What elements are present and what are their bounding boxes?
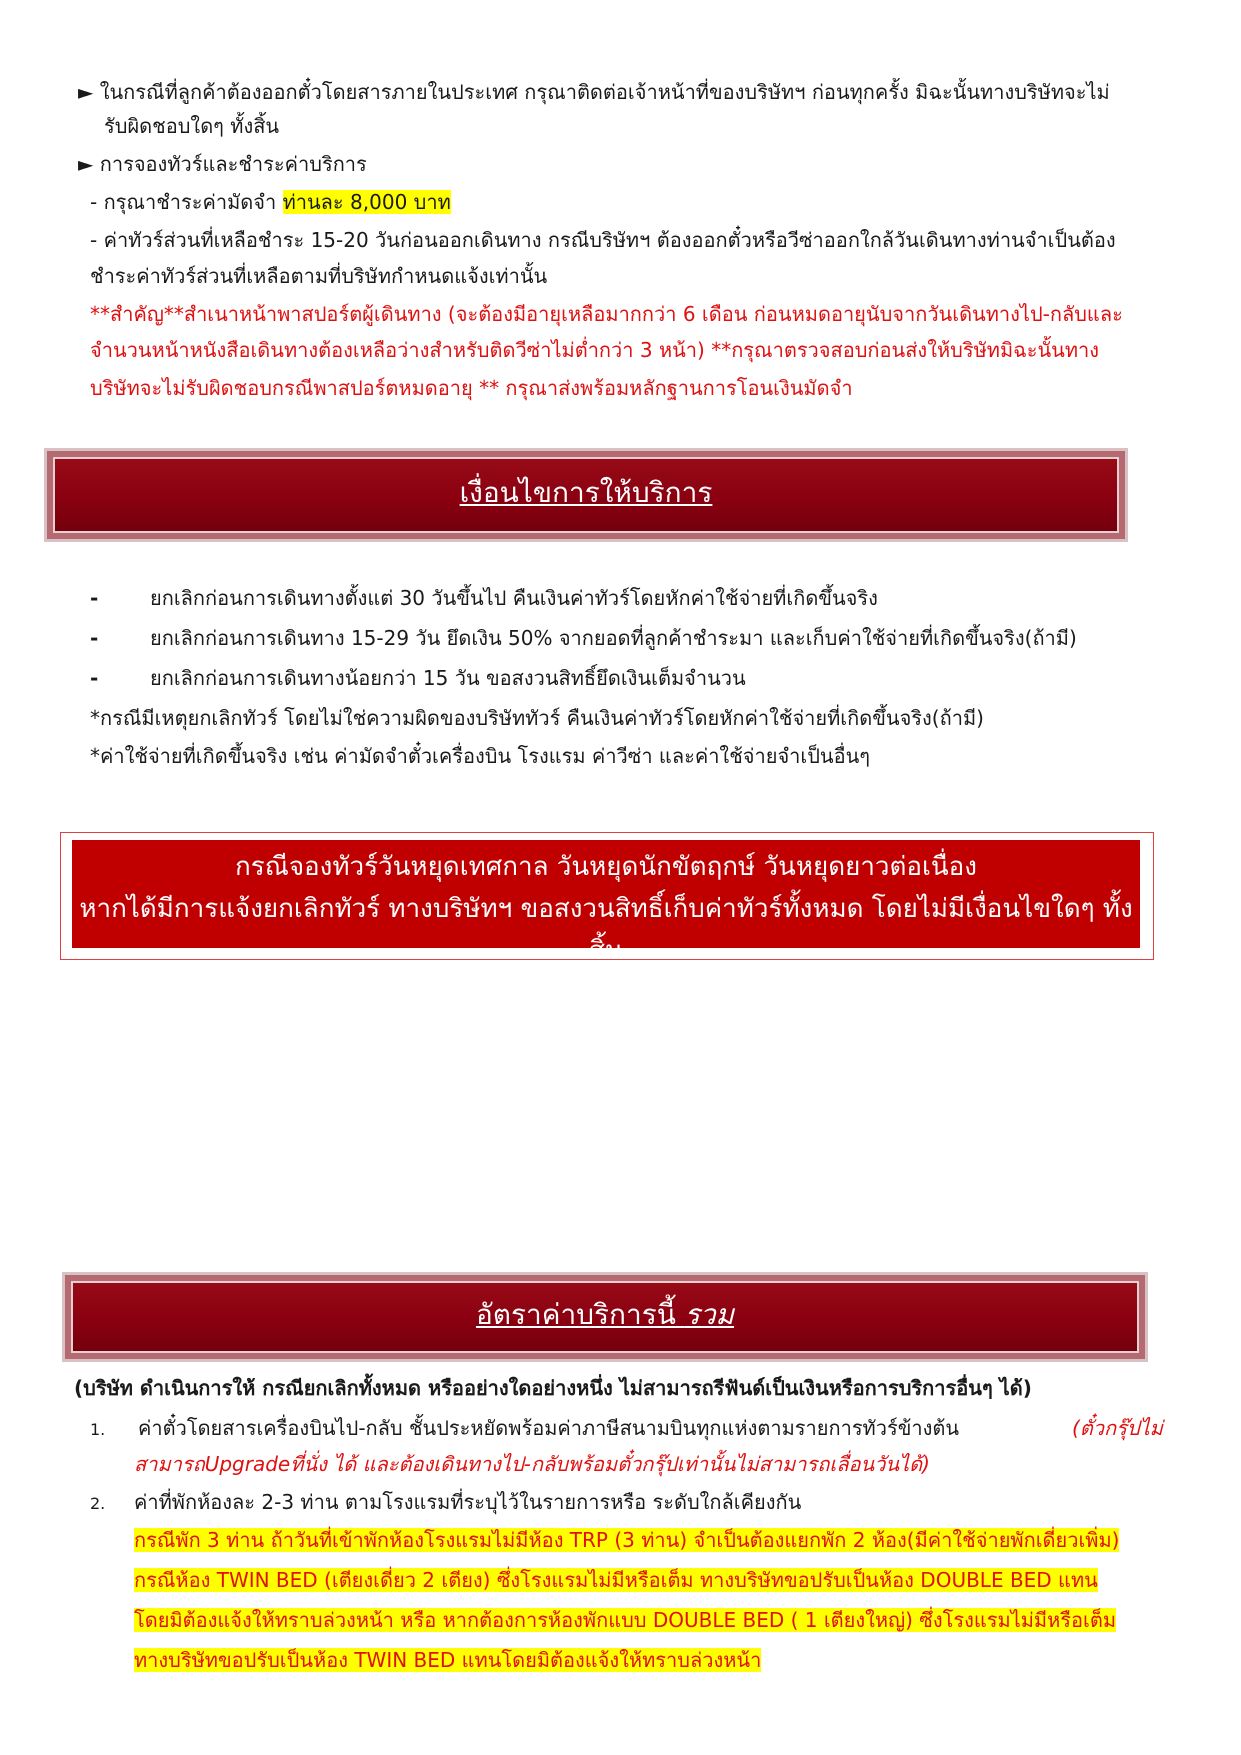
balance-line-1: - ค่าทัวร์ส่วนที่เหลือชำระ 15-20 วันก่อนออกเดินทาง กรณีบริษัทฯ ต้องออกตั๋วหรือวีซ่าออกใกล้วันเดินทางท่านจำเป็นต้อง: [90, 228, 1116, 252]
holiday-line-1: กรณีจองทัวร์วันหยุดเทศกาล วันหยุดนักขัตฤกษ์ วันหยุดยาวต่อเนื่อง: [234, 852, 977, 882]
room-note-line: กรณีห้อง TWIN BED (เตียงเดี่ยว 2 เตียง) ซึ่งโรงแรมไม่มีหรือเต็ม ทางบริษัทขอปรับเป็นห้อง DOUBLE BED แทน: [134, 1568, 1098, 1592]
room-note-line: โดยมิต้องแจ้งให้ทราบล่วงหน้า หรือ หากต้องการห้องพักแบบ DOUBLE BED ( 1 เตียงใหญ่) ซึ่งโรงแรมไม่มีหรือเต็ม: [134, 1608, 1117, 1632]
holiday-box: [72, 840, 1140, 966]
condition-note-2: *ค่าใช้จ่ายที่เกิดขึ้นจริง เช่น ค่ามัดจำตั๋วเครื่องบิน โรงแรม ค่าวีซ่า และค่าใช้จ่ายจำเป็นอื่นๆ: [90, 744, 871, 768]
rates-title: [65, 1297, 1145, 1333]
booking-note-line-2: รับผิดชอบใดๆ ทั้งสิ้น: [104, 114, 280, 138]
condition-text: ยกเลิกก่อนการเดินทางน้อยกว่า 15 วัน ขอสงวนสิทธิ์ยึดเงินเต็มจำนวน: [150, 666, 746, 690]
dash-marker: -: [90, 666, 99, 690]
item-number: 2.: [90, 1494, 106, 1513]
rates-item-1-red-a: (ตั๋วกรุ๊ปไม่: [1072, 1416, 1163, 1440]
item-text: ค่าตั๋วโดยสารเครื่องบินไป-กลับ ชั้นประหยัดพร้อมค่าภาษีสนามบินทุกแห่งตามรายการทัวร์ข้างต้น: [138, 1416, 960, 1440]
conditions-title: เงื่อนไขการให้บริการ: [459, 476, 713, 509]
rates-title-italic: รวม: [684, 1298, 734, 1331]
rates-title-main: อัตราค่าบริการนี้: [475, 1298, 685, 1331]
item-text: ค่าที่พักห้องละ 2-3 ท่าน ตามโรงแรมที่ระบุไว้ในรายการหรือ ระดับใกล้เคียงกัน: [134, 1490, 802, 1514]
deposit-line: [90, 186, 451, 218]
dash-marker: -: [90, 626, 99, 650]
important-line-2: จำนวนหน้าหนังสือเดินทางต้องเหลือว่างสำหรับติดวีซ่าไม่ต่ำกว่า 3 หน้า) **กรุณาตรวจสอบก่อนส่งให้บริษัทมิฉะนั้นทาง: [90, 338, 1100, 362]
condition-note-1: *กรณีมีเหตุยกเลิกทัวร์ โดยไม่ใช่ความผิดของบริษัททัวร์ คืนเงินค่าทัวร์โดยหักค่าใช้จ่ายที่เกิดขึ้นจริง(ถ้ามี): [90, 706, 984, 730]
item-number: 1.: [90, 1420, 106, 1439]
conditions-banner: [44, 448, 1128, 542]
balance-line-2: ชำระค่าทัวร์ส่วนที่เหลือตามที่บริษัทกำหนดแจ้งเท่านั้น: [90, 264, 548, 288]
holiday-line-2: หากได้มีการแจ้งยกเลิกทัวร์ ทางบริษัทฯ ขอสงวนสิทธิ์เก็บค่าทัวร์ทั้งหมด โดยไม่มีเงื่อนไขใดๆ ทั้งสิ้น: [79, 894, 1133, 966]
condition-text: ยกเลิกก่อนการเดินทางตั้งแต่ 30 วันขึ้นไป คืนเงินค่าทัวร์โดยหักค่าใช้จ่ายที่เกิดขึ้นจริง: [150, 586, 878, 610]
booking-payment-heading: ► การจองทัวร์และชำระค่าบริการ: [78, 152, 367, 176]
rates-intro: (บริษัท ดำเนินการให้ กรณียกเลิกทั้งหมด หรืออย่างใดอย่างหนึ่ง ไม่สามารถรีฟันด์เป็นเงินหรือการบริการอื่นๆ ได้): [74, 1376, 1032, 1400]
room-note-line: กรณีพัก 3 ท่าน ถ้าวันที่เข้าพักห้องโรงแรมไม่มีห้อง TRP (3 ท่าน) จำเป็นต้องแยกพัก 2 ห้อง(มีค่าใช้จ่ายพักเดี่ยวเพิ่ม): [134, 1528, 1120, 1552]
rates-banner: [62, 1272, 1148, 1362]
important-line-1: **สำคัญ**สำเนาหน้าพาสปอร์ตผู้เดินทาง (จะต้องมีอายุเหลือมากกว่า 6 เดือน ก่อนหมดอายุนับจากวันเดินทางไป-กลับและ: [90, 302, 1123, 326]
rates-item-1-red-b: สามารถUpgradeที่นั่ง ได้ และต้องเดินทางไป-กลับพร้อมตั๋วกรุ๊ปเท่านั้นไม่สามารถเลื่อนวันได้): [134, 1452, 930, 1476]
room-note-line: ทางบริษัทขอปรับเป็นห้อง TWIN BED แทนโดยมิต้องแจ้งให้ทราบล่วงหน้า: [134, 1648, 762, 1672]
deposit-amount: ท่านละ 8,000 บาท: [282, 190, 451, 214]
booking-note-line-1: ► ในกรณีที่ลูกค้าต้องออกตั๋วโดยสารภายในประเทศ กรุณาติดต่อเจ้าหน้าที่ของบริษัทฯ ก่อนทุกครั้ง มิฉะนั้นทางบริษัทจะไม่: [78, 80, 1110, 104]
rates-item-1: [90, 1412, 960, 1446]
dash-marker: -: [90, 586, 99, 610]
rates-item-2: [90, 1486, 802, 1520]
important-line-3: บริษัทจะไม่รับผิดชอบกรณีพาสปอร์ตหมดอายุ ** กรุณาส่งพร้อมหลักฐานการโอนเงินมัดจำ: [90, 376, 853, 400]
condition-text: ยกเลิกก่อนการเดินทาง 15-29 วัน ยึดเงิน 50% จากยอดที่ลูกค้าชำระมา และเก็บค่าใช้จ่ายที่เกิดขึ้นจริง(ถ้ามี): [150, 626, 1077, 650]
deposit-label: - กรุณาชำระค่ามัดจำ: [90, 190, 283, 214]
